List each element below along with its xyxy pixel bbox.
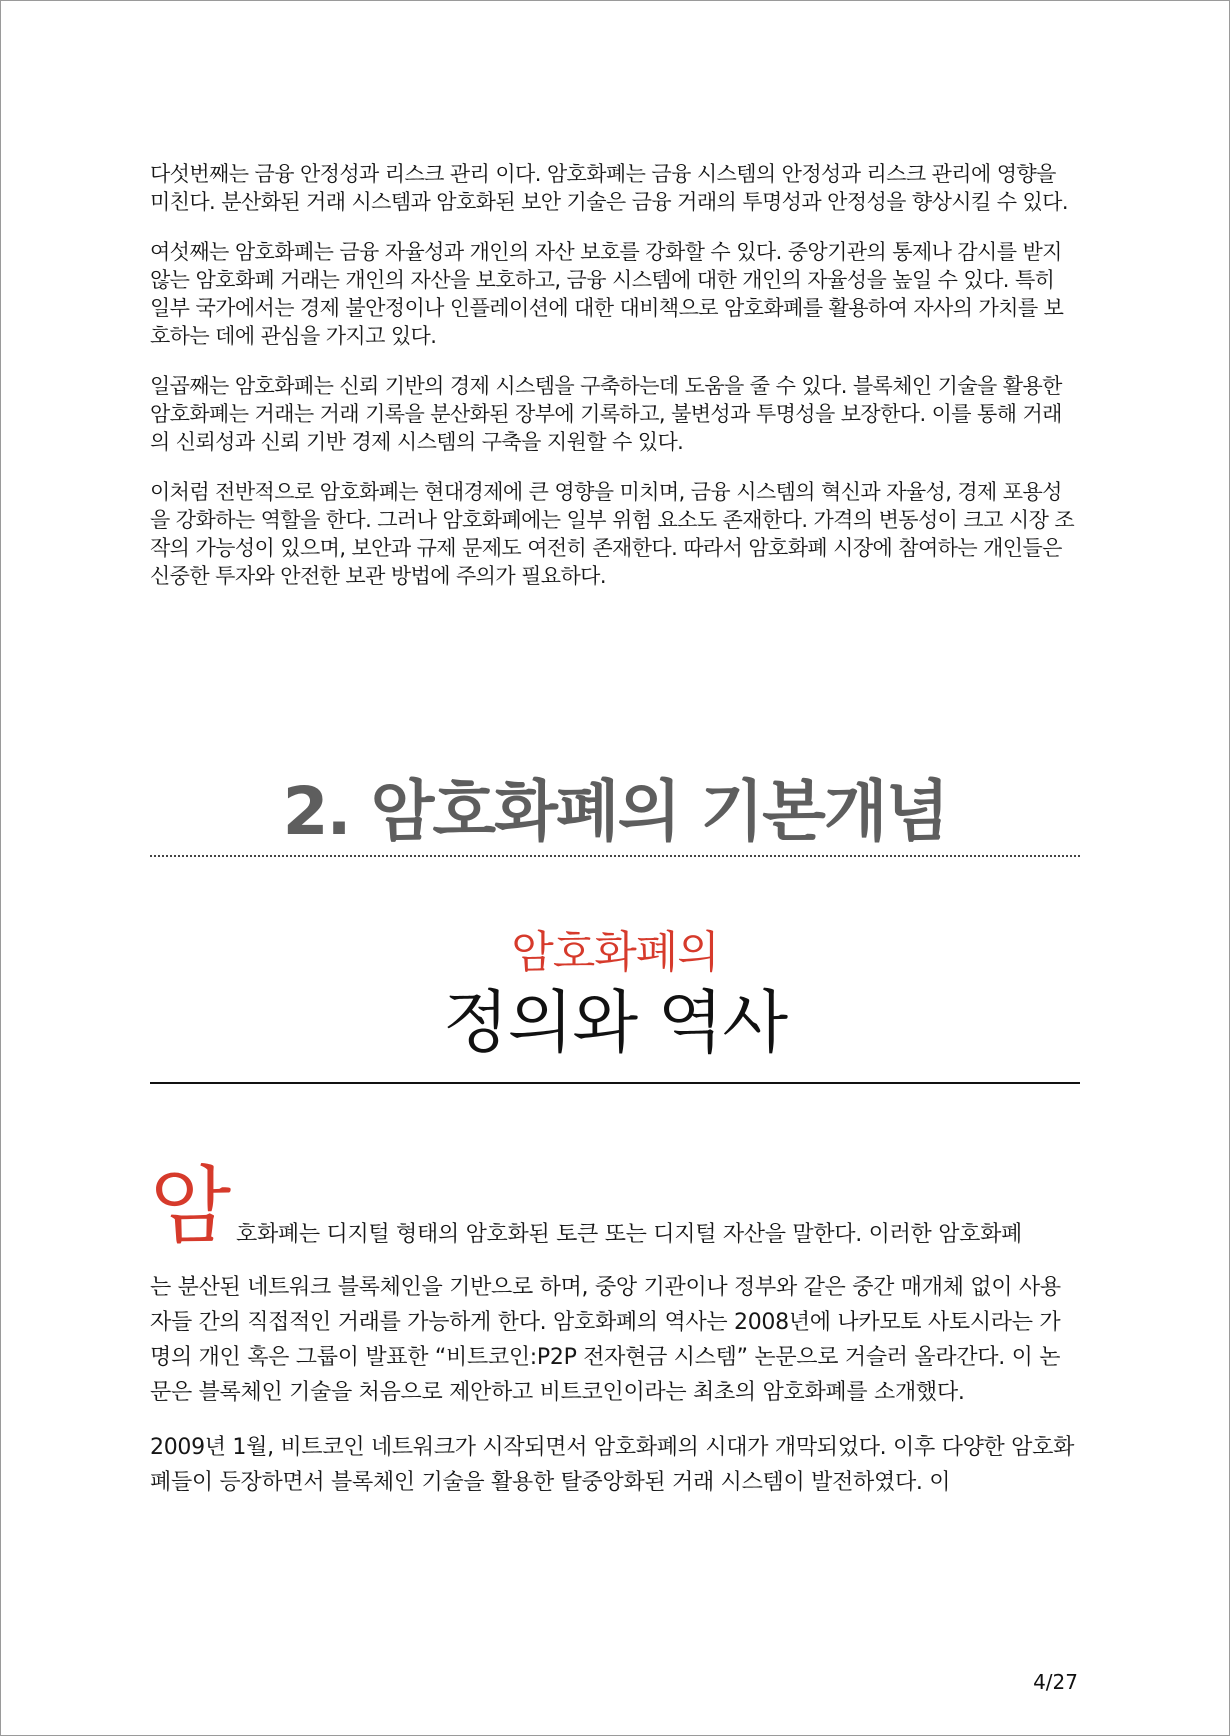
subtitle-red: 암호화폐의 [511,927,719,978]
article-paragraph-1: 는 분산된 네트워크 블록체인을 기반으로 하며, 중앙 기관이나 정부와 같은 중간 매개체 없이 사용자들 간의 직접적인 거래를 가능하게 한다. 암호화폐의 역사는 2008년에 나카모토 사토시라는 가명의 개인 혹은 그룹이 발표한 “비트코인:P2P 전자현금 시스템” 논문으로 거슬러 올라간다. 이 논문은 블록체인 기술을 처음으로 제안하고 비트코인이라는 최초의 암호화폐를 소개했다. [150,1275,1061,1405]
paragraph-seventh: 일곱째는 암호화폐는 신뢰 기반의 경제 시스템을 구축하는데 도움을 줄 수 있다. 블록체인 기술을 활용한 암호화폐는 거래는 거래 기록을 분산화된 장부에 기록하고, 불변성과 투명성을 보장한다. 이를 통해 거래의 신뢰성과 신뢰 기반 경제 시스템의 구축을 지원할 수 있다. [150,374,1062,454]
page-number: 4/27 [1033,1670,1078,1694]
dropcap-line-text: 호화폐는 디지털 형태의 암호화된 토큰 또는 디지털 자산을 말한다. 이러한 암호화폐 [236,1222,1022,1247]
paragraph-fifth: 다섯번째는 금융 안정성과 리스크 관리 이다. 암호화폐는 금융 시스템의 안정성과 리스크 관리에 영향을 미친다. 분산화된 거래 시스템과 암호화된 보안 기술은 금융 거래의 투명성과 안정성을 향상시킬 수 있다. [150,162,1068,214]
solid-divider [150,1082,1080,1084]
paragraph-sixth: 여섯째는 암호화폐는 금융 자율성과 개인의 자산 보호를 강화할 수 있다. 중앙기관의 통제나 감시를 받지 않는 암호화폐 거래는 개인의 자산을 보호하고, 금융 시스템에 대한 개인의 자율성을 높일 수 있다. 특히 일부 국가에서는 경제 불안정이나 인플레이션에 대한 대비책으로 암호화폐를 활용하여 자사의 가치를 보호하는 데에 관심을 가지고 있다. [150,240,1064,348]
paragraph-summary: 이처럼 전반적으로 암호화폐는 현대경제에 큰 영향을 미치며, 금융 시스템의 혁신과 자율성, 경제 포용성을 강화하는 역할을 한다. 그러나 암호화폐에는 일부 위험 요소도 존재한다. 가격의 변동성이 크고 시장 조작의 가능성이 있으며, 보안과 규제 문제도 여전히 존재한다. 따라서 암호화폐 시장에 참여하는 개인들은 신중한 투자와 안전한 보관 방법에 주의가 필요하다. [150,480,1075,588]
intro-section [150,160,1080,612]
dropcap-line [150,1157,1080,1255]
article-paragraph-2: 2009년 1월, 비트코인 네트워크가 시작되면서 암호화폐의 시대가 개막되었다. 이후 다양한 암호화폐들이 등장하면서 블록체인 기술을 활용한 탈중앙화된 거래 시스템이 발전하였다. 이 [150,1435,1075,1495]
dotted-divider [150,855,1080,857]
article-body [150,1157,1080,1500]
section-heading: 2. 암호화폐의 기본개념 [282,773,948,850]
subtitle-black: 정의와 역사 [442,984,788,1063]
dropcap-letter: 암 [150,1157,232,1255]
